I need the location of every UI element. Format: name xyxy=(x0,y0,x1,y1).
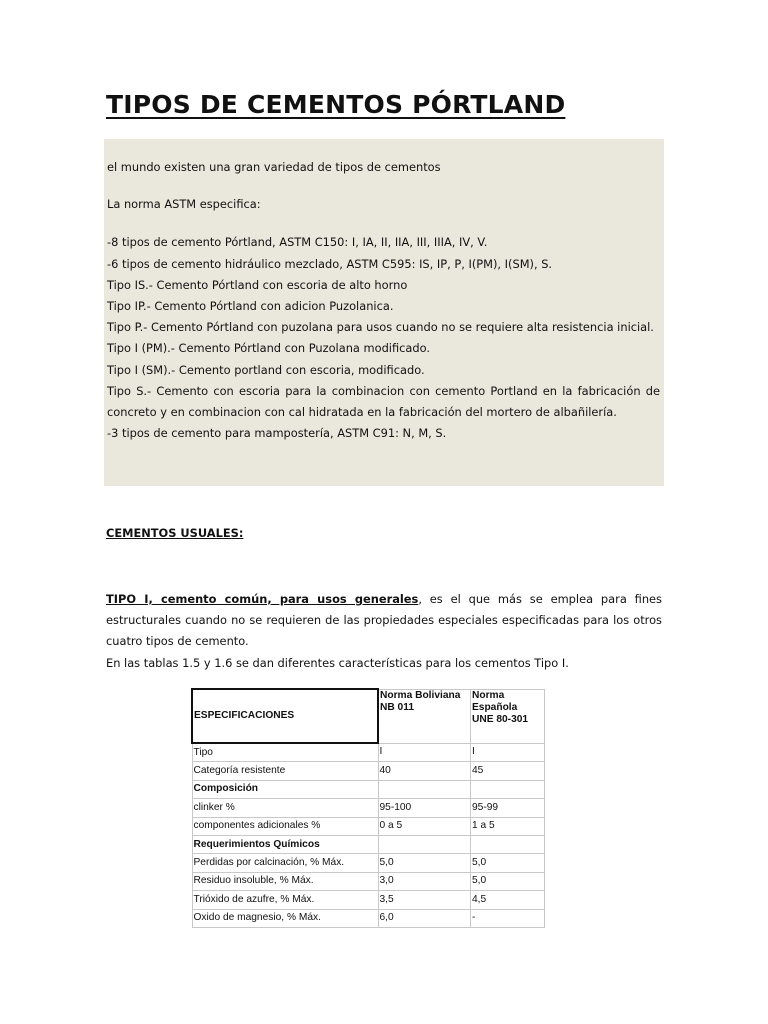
une-value: - xyxy=(471,909,545,927)
header-text: Norma Boliviana xyxy=(380,689,461,701)
box-line: -3 tipos de cemento para mampostería, ASTM C91: N, M, S. xyxy=(107,426,447,441)
row-group-label: Composición xyxy=(192,780,378,798)
une-value: 4,5 xyxy=(471,891,545,909)
nb-value: 6,0 xyxy=(378,909,471,927)
nb-value: 95-100 xyxy=(378,799,471,817)
une-value: I xyxy=(471,743,545,762)
header-especificaciones: ESPECIFICACIONES xyxy=(192,689,378,743)
table-row xyxy=(192,817,545,835)
box-line: -6 tipos de cemento hidráulico mezclado, ASTM C595: IS, IP, P, I(PM), I(SM), S. xyxy=(107,256,553,271)
row-label: Residuo insoluble, % Máx. xyxy=(192,872,378,890)
box-line: Tipo I (PM).- Cemento Pórtland con Puzolana modificado. xyxy=(107,341,431,356)
paragraph-line: cuatro tipos de cemento. xyxy=(106,634,249,649)
table-row xyxy=(192,743,545,762)
row-label: Perdidas por calcinación, % Máx. xyxy=(192,854,378,872)
nb-value: 40 xyxy=(378,762,471,780)
nb-value: 3,0 xyxy=(378,872,471,890)
tipo-i-paragraph xyxy=(106,589,662,674)
une-value: 45 xyxy=(471,762,545,780)
box-line: Tipo IP.- Cemento Pórtland con adicion Puzolanica. xyxy=(107,299,394,314)
header-text: NB 011 xyxy=(380,701,414,713)
table-row xyxy=(192,835,545,853)
une-value: 5,0 xyxy=(471,854,545,872)
row-label: Trióxido de azufre, % Máx. xyxy=(192,891,378,909)
header-text: Española xyxy=(472,701,518,713)
table-row xyxy=(192,872,545,890)
nb-value: 3,5 xyxy=(378,891,471,909)
page-title: TIPOS DE CEMENTOS PÓRTLAND xyxy=(106,90,566,119)
une-value: 5,0 xyxy=(471,872,545,890)
box-line: Tipo P.- Cemento Pórtland con puzolana para usos cuando no se requiere alta resistencia inicial. xyxy=(107,320,654,335)
une-value: 1 a 5 xyxy=(471,817,545,835)
nb-value: I xyxy=(378,743,471,762)
section-heading: CEMENTOS USUALES: xyxy=(106,526,244,540)
box-line: La norma ASTM especifica: xyxy=(107,197,261,212)
box-line: Tipo I (SM).- Cemento portland con escoria, modificado. xyxy=(107,362,425,377)
une-value xyxy=(471,835,545,853)
paragraph-line: estructurales cuando no se requieren de las propiedades especiales especificadas para los otros xyxy=(106,613,662,628)
table-row xyxy=(192,891,545,909)
nb-value: 5,0 xyxy=(378,854,471,872)
table-row xyxy=(192,762,545,780)
specifications-table xyxy=(191,688,545,928)
box-line: concreto y en combinacion con cal hidratada en la fabricación del mortero de albañilería. xyxy=(107,405,617,420)
table-header-row xyxy=(192,689,545,743)
table-row xyxy=(192,799,545,817)
paragraph-text: , es el que más se emplea para fines xyxy=(418,592,662,606)
paragraph-line: En las tablas 1.5 y 1.6 se dan diferentes características para los cementos Tipo I. xyxy=(106,655,569,670)
une-value: 95-99 xyxy=(471,799,545,817)
table-row xyxy=(192,780,545,798)
box-paragraph xyxy=(107,381,660,423)
table-row xyxy=(192,854,545,872)
astm-types-box xyxy=(104,139,664,486)
header-norma-boliviana xyxy=(378,689,471,743)
box-line: el mundo existen una gran variedad de tipos de cementos xyxy=(107,160,441,174)
tipo-i-term: TIPO I, cemento común, para usos generales xyxy=(106,592,419,606)
header-text: Norma xyxy=(472,689,505,701)
row-label: clinker % xyxy=(192,799,378,817)
box-line: -8 tipos de cemento Pórtland, ASTM C150: I, IA, II, IIA, III, IIIA, IV, V. xyxy=(107,235,488,250)
nb-value: 0 a 5 xyxy=(378,817,471,835)
une-value xyxy=(471,780,545,798)
row-label: Categoría resistente xyxy=(192,762,378,780)
row-label: Tipo xyxy=(192,743,378,762)
nb-value xyxy=(378,780,471,798)
box-line: Tipo S.- Cemento con escoria para la combinacion con cemento Portland en la fabricación de xyxy=(107,383,660,398)
box-line: Tipo IS.- Cemento Pórtland con escoria de alto horno xyxy=(107,277,408,292)
row-label: Oxido de magnesio, % Máx. xyxy=(192,909,378,927)
header-norma-espanola xyxy=(471,689,545,743)
nb-value xyxy=(378,835,471,853)
header-text: UNE 80-301 xyxy=(472,713,529,725)
table-row xyxy=(192,909,545,927)
row-group-label: Requerimientos Químicos xyxy=(192,835,378,853)
row-label: componentes adicionales % xyxy=(192,817,378,835)
paragraph-line xyxy=(106,589,662,610)
